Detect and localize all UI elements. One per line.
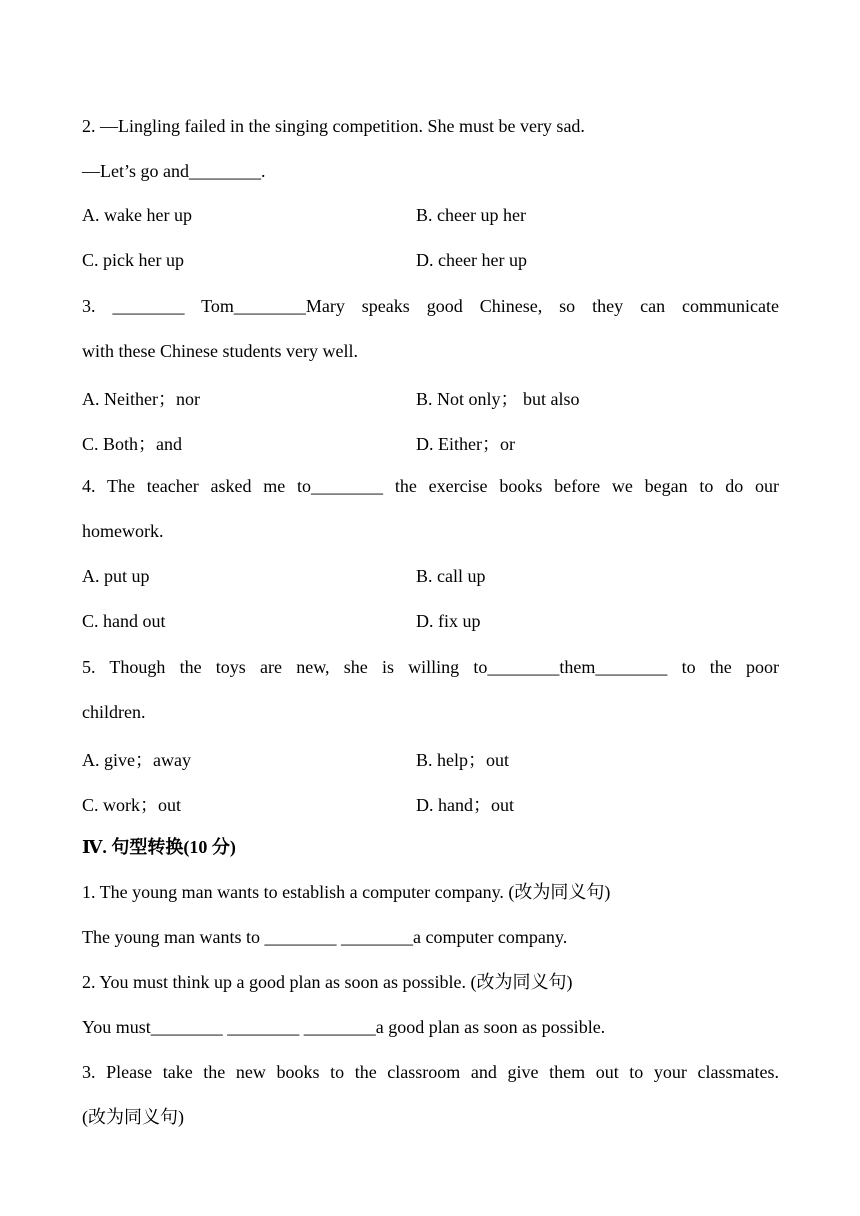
q2-stem-continued: —Let’s go and________.: [82, 161, 266, 181]
sentence-2-prompt: 2. You must think up a good plan as soon as possible. (改为同义句): [82, 972, 573, 992]
q5-stem-continued: children.: [82, 702, 146, 722]
sentence-1-answer: The young man wants to ________ ________a computer company.: [82, 927, 568, 947]
sentence-3-note: (改为同义句): [82, 1107, 184, 1127]
q3-option-d: D. Either；or: [416, 434, 515, 454]
q5-option-d: D. hand；out: [416, 795, 514, 815]
q2-options-row-1: [82, 205, 779, 227]
q3-options-row-1: [82, 385, 779, 407]
q4-options-row-2: [82, 611, 779, 633]
q3-options-row-2: [82, 430, 779, 452]
q4-options-row-1: [82, 566, 779, 588]
q2-option-a: A. wake her up: [82, 205, 192, 225]
sentence-3-prompt: 3. Please take the new books to the classroom and give them out to your classmates.: [82, 1062, 779, 1082]
q2-option-b: B. cheer up her: [416, 205, 526, 225]
q2-option-c: C. pick her up: [82, 250, 184, 270]
q4-stem: 4. The teacher asked me to________ the exercise books before we began to do our: [82, 476, 779, 496]
q3-option-a: A. Neither；nor: [82, 389, 200, 409]
q5-option-b: B. help；out: [416, 750, 509, 770]
sentence-1-prompt: 1. The young man wants to establish a computer company. (改为同义句): [82, 882, 611, 902]
q2-option-d: D. cheer her up: [416, 250, 527, 270]
q3-option-b: B. Not only； but also: [416, 389, 580, 409]
q5-option-a: A. give；away: [82, 750, 191, 770]
q4-option-c: C. hand out: [82, 611, 166, 631]
q5-stem: 5. Though the toys are new, she is willing to________them________ to the poor: [82, 657, 779, 677]
q5-options-row-2: [82, 791, 779, 813]
q5-option-c: C. work；out: [82, 795, 181, 815]
q3-stem-continued: with these Chinese students very well.: [82, 341, 358, 361]
q4-option-b: B. call up: [416, 566, 486, 586]
q5-options-row-1: [82, 746, 779, 768]
q2-options-row-2: [82, 250, 779, 272]
q2-stem: 2. —Lingling failed in the singing competition. She must be very sad.: [82, 116, 585, 136]
sentence-2-answer: You must________ ________ ________a good plan as soon as possible.: [82, 1017, 606, 1037]
q4-option-a: A. put up: [82, 566, 150, 586]
q3-stem: 3. ________ Tom________Mary speaks good Chinese, so they can communicate: [82, 296, 779, 316]
q4-option-d: D. fix up: [416, 611, 481, 631]
q3-option-c: C. Both；and: [82, 434, 183, 454]
section-iv-heading: Ⅳ. 句型转换(10 分): [82, 837, 236, 857]
q4-stem-continued: homework.: [82, 521, 164, 541]
